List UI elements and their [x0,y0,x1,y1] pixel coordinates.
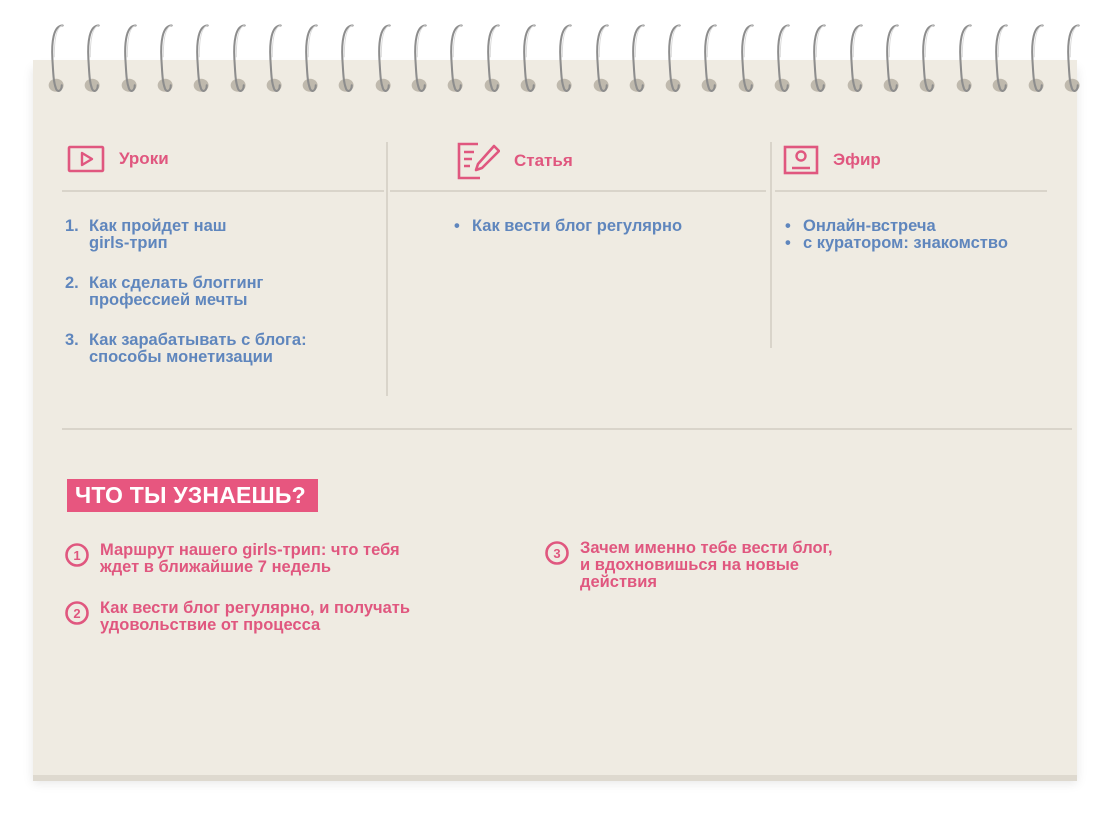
svg-text:3: 3 [553,546,561,561]
play-icon [67,145,105,173]
divider [775,190,1047,192]
divider [62,190,384,192]
svg-text:2: 2 [73,606,81,621]
list-item: • с куратором: знакомство [785,234,1008,252]
list-item: 3. Как зарабатывать с блога: способы монетизации [65,331,307,366]
article-header [456,141,573,181]
list-item: 1. Как пройдет наш girls-трип [65,217,227,252]
learn-item-2: 2 Как вести блог регулярно, и получать удовольствие от процесса [64,600,410,634]
list-item: • Как вести блог регулярно [454,217,683,235]
svg-text:1: 1 [73,548,81,563]
learn-item-1: 1 Маршрут нашего girls-трип: что тебя ждет в ближайшие 7 недель [64,542,400,576]
number-circle-icon [64,542,90,568]
number-circle-icon [544,540,570,566]
section-divider [62,428,1072,430]
lessons-header [67,145,169,173]
lessons-list [65,218,307,389]
column-divider [386,142,388,396]
list-item: • Онлайн-встреча [785,217,936,235]
learn-title: ЧТО ТЫ УЗНАЕШЬ? [67,479,318,512]
stream-header [783,145,881,175]
list-item: 2. Как сделать блоггинг профессией мечты [65,274,264,309]
learn-item-3: 3 Зачем именно тебе вести блог, и вдохновишься на новые действия [544,540,833,591]
article-list [454,218,682,235]
column-divider [770,142,772,348]
lessons-title: Уроки [119,149,169,168]
article-title: Статья [514,151,573,170]
article-edit-icon [456,141,500,181]
divider [390,190,766,192]
stream-title: Эфир [833,150,881,169]
number-circle-icon [64,600,90,626]
user-presentation-icon [783,145,819,175]
stream-list [785,218,1008,252]
